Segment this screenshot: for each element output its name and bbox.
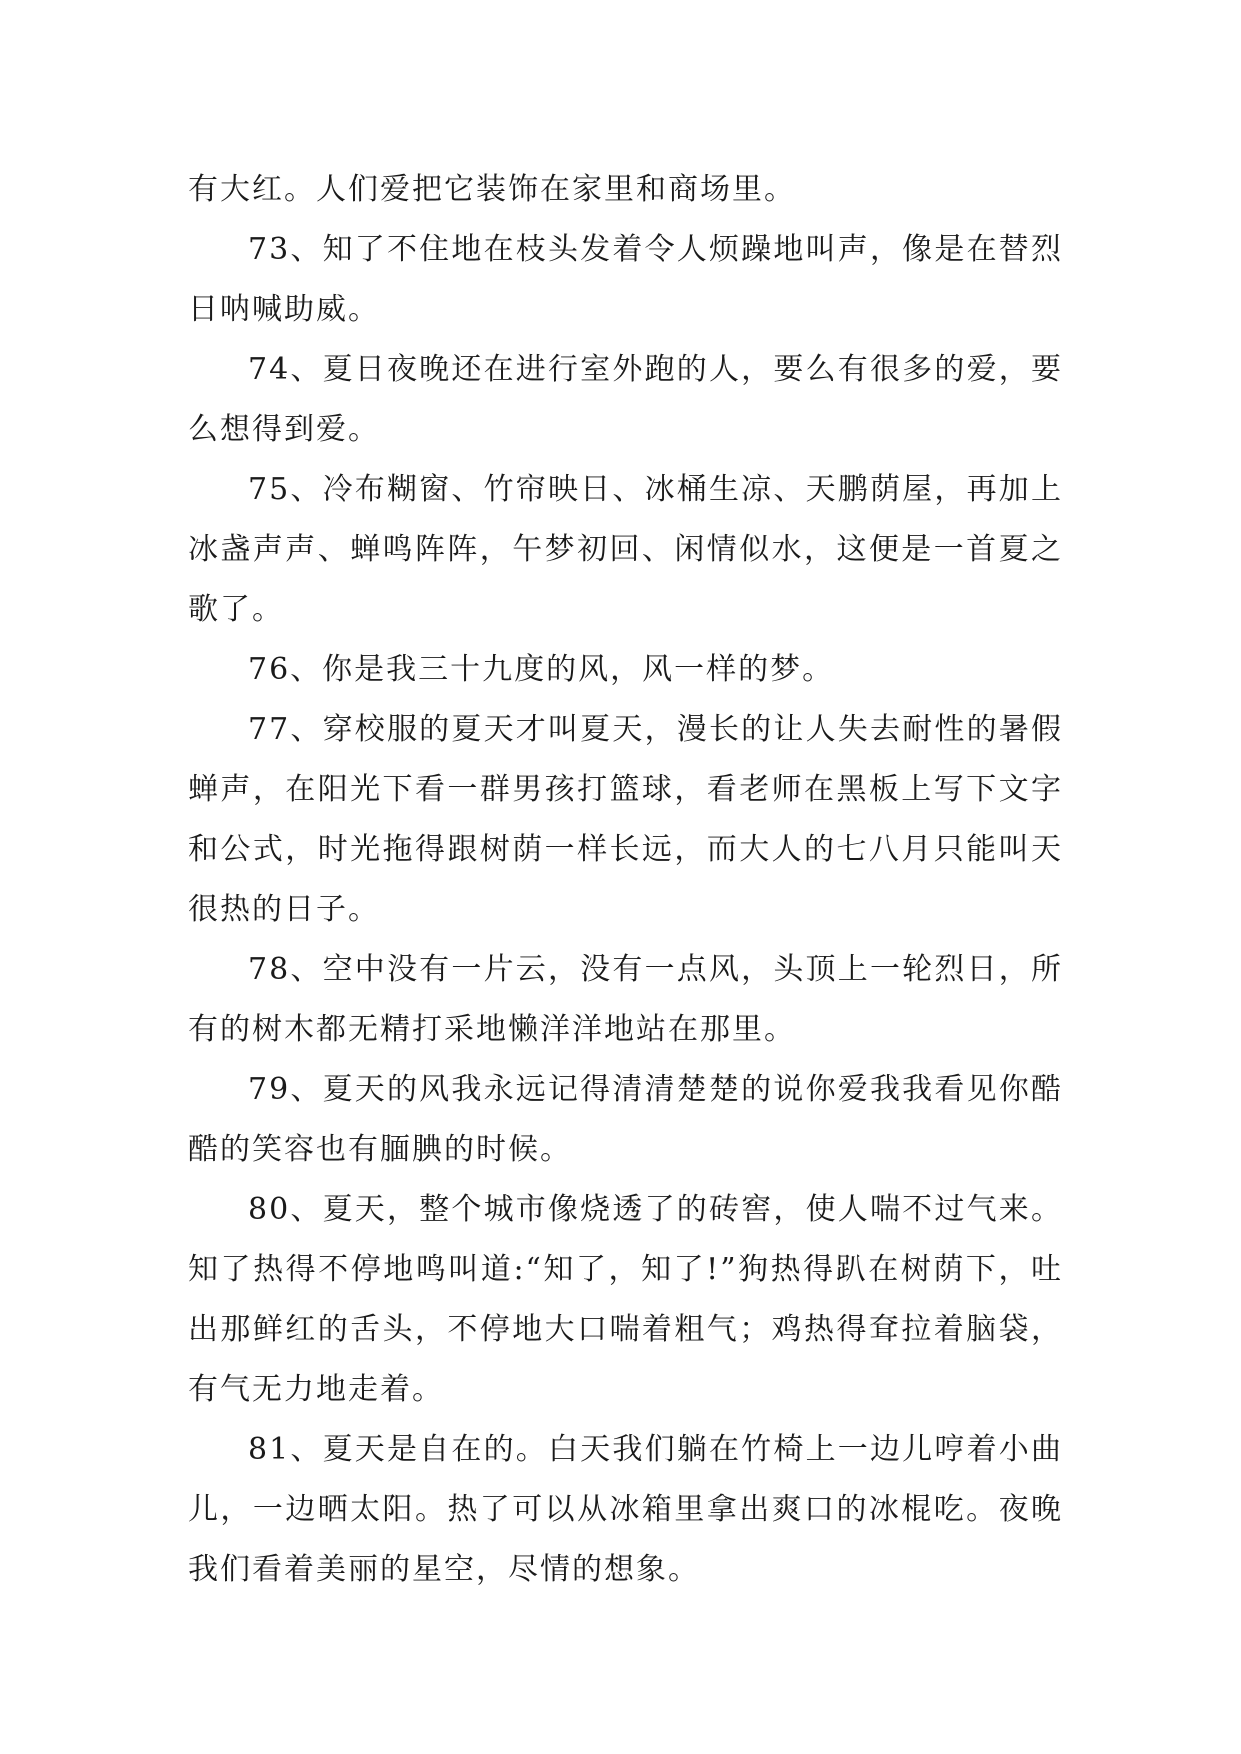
paragraph-79: 79、夏天的风我永远记得清清楚楚的说你爱我我看见你酷酷的笑容也有腼腆的时候。: [188, 1072, 1063, 1167]
paragraph-73: 73、知了不住地在枝头发着令人烦躁地叫声，像是在替烈日呐喊助威。: [188, 232, 1063, 327]
paragraph-continuation: 有大红。人们爱把它装饰在家里和商场里。: [188, 172, 796, 207]
paragraph-81: 81、夏天是自在的。白天我们躺在竹椅上一边儿哼着小曲儿，一边晒太阳。热了可以从冰箱里拿出爽口的冰棍吃。夜晚我们看着美丽的星空，尽情的想象。: [188, 1432, 1063, 1587]
paragraph-76: 76、你是我三十九度的风，风一样的梦。: [248, 652, 835, 687]
document-body: [188, 160, 1063, 1600]
paragraph-75: 75、冷布糊窗、竹帘映日、冰桶生凉、天鹏荫屋，再加上冰盏声声、蝉鸣阵阵，午梦初回、闲情似水，这便是一首夏之歌了。: [188, 472, 1063, 627]
paragraph-74: 74、夏日夜晚还在进行室外跑的人，要么有很多的爱，要么想得到爱。: [188, 352, 1063, 447]
paragraph-77: 77、穿校服的夏天才叫夏天，漫长的让人失去耐性的暑假蝉声，在阳光下看一群男孩打篮球，看老师在黑板上写下文字和公式，时光拖得跟树荫一样长远，而大人的七八月只能叫天很热的日子。: [188, 712, 1063, 927]
paragraph-80: 80、夏天，整个城市像烧透了的砖窖，使人喘不过气来。知了热得不停地鸣叫道:“知了，知了!”狗热得趴在树荫下，吐出那鲜红的舌头，不停地大口喘着粗气；鸡热得耷拉着脑袋，有气无力地走着。: [188, 1192, 1063, 1407]
paragraph-78: 78、空中没有一片云，没有一点风，头顶上一轮烈日，所有的树木都无精打采地懒洋洋地站在那里。: [188, 952, 1063, 1047]
